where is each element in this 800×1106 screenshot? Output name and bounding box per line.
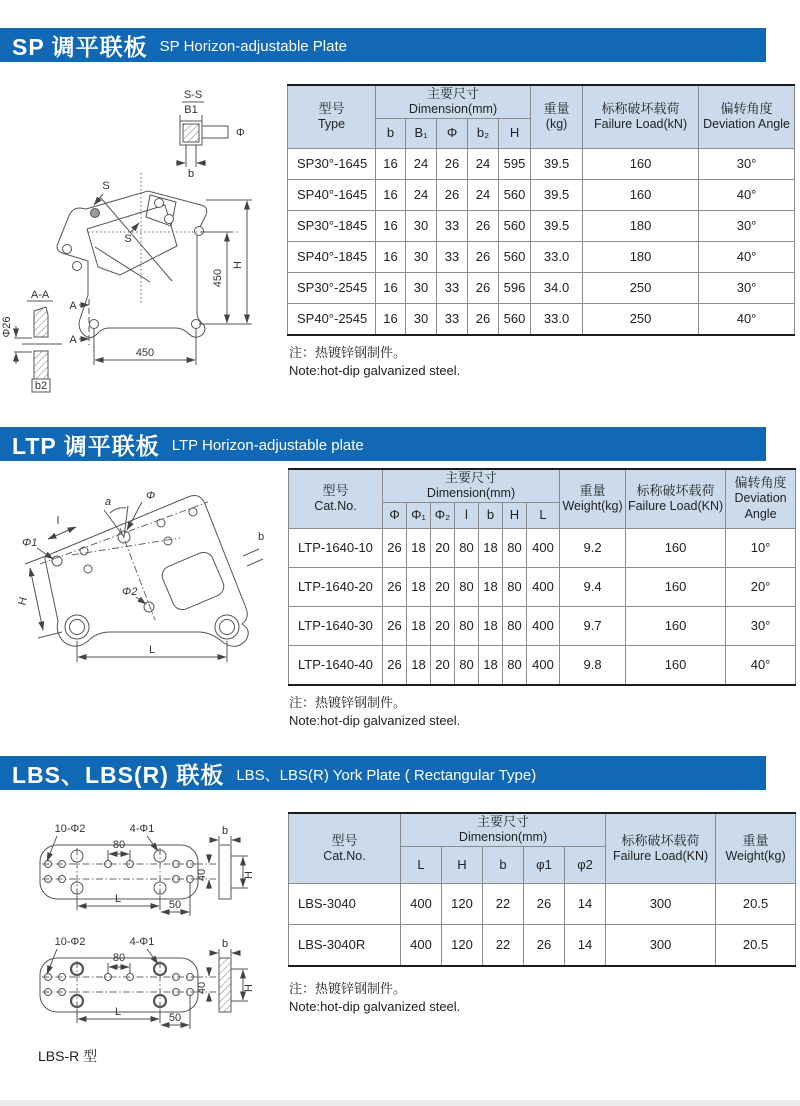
column-header-phi2: φ2 <box>565 846 606 883</box>
column-header-dimension: 主要尺寸 Dimension(mm) <box>401 813 606 846</box>
table-row <box>289 883 796 924</box>
table-cell: 18 <box>479 567 503 606</box>
table-cell: 250 <box>583 303 699 335</box>
column-header-failure-load: 标称破坏载荷 Failure Load(KN) <box>626 469 726 528</box>
ltp-label-a: a <box>104 496 112 508</box>
column-header-b: b <box>479 502 503 528</box>
column-header-type: 型号 Type <box>288 85 376 148</box>
table-cell: LTP-1640-10 <box>289 528 383 567</box>
table-cell: 16 <box>376 241 406 272</box>
column-header-phi: Φ <box>437 118 468 148</box>
column-header-l: L <box>401 846 442 883</box>
column-header-deviation-angle: 偏转角度 Deviation Angle <box>726 469 796 528</box>
table-cell: 18 <box>407 567 431 606</box>
table-cell: 33 <box>437 272 468 303</box>
lbs-note <box>289 980 460 1016</box>
sp-dim-h: H <box>232 261 244 269</box>
page-bottom-rule <box>0 1100 800 1106</box>
ltp-note-zh: 注：热镀锌钢制件。 <box>289 695 407 710</box>
table-cell: 26 <box>383 528 407 567</box>
ltp-note <box>289 694 460 730</box>
column-header-l-small: l <box>455 502 479 528</box>
table-cell: 80 <box>503 645 527 685</box>
sp-section-header <box>0 28 766 62</box>
sp-note-zh: 注：热镀锌钢制件。 <box>289 345 407 360</box>
table-row <box>288 210 795 241</box>
table-cell: 80 <box>455 528 479 567</box>
table-cell: 20 <box>431 528 455 567</box>
table-cell: 300 <box>606 924 716 966</box>
lbs-r-label-holes2: 10-Φ2 <box>54 936 86 948</box>
table-cell: 300 <box>606 883 716 924</box>
table-cell: 400 <box>401 883 442 924</box>
table-cell: 40° <box>699 241 795 272</box>
table-cell: 20 <box>431 645 455 685</box>
table-cell: 40° <box>699 179 795 210</box>
sp-label-s1: S <box>102 180 110 192</box>
table-cell: 160 <box>626 528 726 567</box>
sp-label-a2: A <box>69 334 77 346</box>
column-header-phi1: φ1 <box>524 846 565 883</box>
table-cell: 160 <box>626 645 726 685</box>
table-cell: 120 <box>442 883 483 924</box>
sp-label-s2: S <box>124 233 132 245</box>
table-cell: 26 <box>468 210 499 241</box>
column-header-type: 型号 Cat.No. <box>289 469 383 528</box>
lbs-r-dim-l: L <box>114 1006 122 1018</box>
table-cell: 33.0 <box>531 303 583 335</box>
table-cell: SP40°-1645 <box>288 179 376 210</box>
table-cell: 400 <box>401 924 442 966</box>
lbs-note-zh: 注：热镀锌钢制件。 <box>289 981 407 996</box>
sp-technical-drawing <box>0 75 280 395</box>
lbs-technical-drawing <box>0 790 290 1040</box>
table-cell: 30° <box>699 272 795 303</box>
lbs-label-holes2: 10-Φ2 <box>54 823 86 835</box>
table-cell: SP40°-1845 <box>288 241 376 272</box>
lbs-dim-80: 80 <box>112 839 126 851</box>
table-cell: 20° <box>726 567 796 606</box>
table-cell: 120 <box>442 924 483 966</box>
ltp-label-l: l <box>56 515 60 527</box>
lbs-label-holes1: 4-Φ1 <box>129 823 155 835</box>
table-cell: LTP-1640-30 <box>289 606 383 645</box>
ltp-title-zh: LTP 调平联板 <box>12 432 160 459</box>
table-cell: 80 <box>455 606 479 645</box>
table-cell: 400 <box>527 567 560 606</box>
ltp-dim-h: H <box>16 595 30 607</box>
table-cell: SP40°-2545 <box>288 303 376 335</box>
column-header-phi: Φ <box>383 502 407 528</box>
lbs-r-caption: LBS-R 型 <box>38 1048 98 1064</box>
column-header-dimension: 主要尺寸 Dimension(mm) <box>383 469 560 502</box>
table-cell: 26 <box>468 272 499 303</box>
table-cell: 16 <box>376 210 406 241</box>
lbs-section-header <box>0 756 766 790</box>
table-cell: 24 <box>468 148 499 179</box>
table-cell: 80 <box>455 567 479 606</box>
table-cell: 18 <box>407 606 431 645</box>
table-cell: 26 <box>437 179 468 210</box>
column-header-b: b <box>376 118 406 148</box>
table-cell: LBS-3040 <box>289 883 401 924</box>
column-header-phi2: Φ₂ <box>431 502 455 528</box>
table-row <box>288 241 795 272</box>
table-cell: 180 <box>583 210 699 241</box>
column-header-deviation-angle: 偏转角度 Deviation Angle <box>699 85 795 148</box>
sp-label-a1: A <box>69 300 77 312</box>
table-cell: LBS-3040R <box>289 924 401 966</box>
lbs-r-dim-40: 40 <box>196 981 208 995</box>
lbs-title-en: LBS、LBS(R) York Plate ( Rectangular Type) <box>236 767 537 784</box>
table-row <box>288 303 795 335</box>
table-row <box>288 148 795 179</box>
table-cell: 16 <box>376 303 406 335</box>
lbs-r-dim-50: 50 <box>168 1012 182 1024</box>
lbs-r-dim-80: 80 <box>112 952 126 964</box>
ltp-technical-drawing <box>0 460 290 700</box>
table-cell: 9.7 <box>560 606 626 645</box>
table-row <box>288 272 795 303</box>
column-header-type: 型号 Cat.No. <box>289 813 401 883</box>
column-header-h: H <box>503 502 527 528</box>
table-cell: 30 <box>406 272 437 303</box>
table-cell: 180 <box>583 241 699 272</box>
sp-label-phi26: Φ26 <box>1 316 13 338</box>
column-header-h: H <box>442 846 483 883</box>
table-row <box>289 924 796 966</box>
table-cell: 26 <box>383 645 407 685</box>
table-cell: LTP-1640-20 <box>289 567 383 606</box>
sp-title-en: SP Horizon-adjustable Plate <box>159 38 347 55</box>
sp-label-ss: S-S <box>183 89 203 101</box>
lbs-dim-40: 40 <box>196 868 208 882</box>
table-row <box>288 179 795 210</box>
table-cell: 20 <box>431 567 455 606</box>
column-header-b2: b₂ <box>468 118 499 148</box>
table-cell: 560 <box>499 303 531 335</box>
table-cell: 16 <box>376 148 406 179</box>
ltp-section-header <box>0 427 766 461</box>
table-cell: 400 <box>527 645 560 685</box>
table-cell: 26 <box>524 883 565 924</box>
table-cell: SP30°-2545 <box>288 272 376 303</box>
table-cell: SP30°-1845 <box>288 210 376 241</box>
table-cell: 18 <box>479 606 503 645</box>
table-cell: 39.5 <box>531 210 583 241</box>
ltp-label-phi: Φ <box>146 490 156 502</box>
table-cell: 160 <box>583 179 699 210</box>
column-header-dimension: 主要尺寸 Dimension(mm) <box>376 85 531 118</box>
table-cell: 24 <box>406 179 437 210</box>
lbs-dim-l: L <box>114 893 122 905</box>
table-cell: 80 <box>503 606 527 645</box>
ltp-title-en: LTP Horizon-adjustable plate <box>171 437 364 454</box>
lbs-title-zh: LBS、LBS(R) 联板 <box>12 761 225 788</box>
lbs-spec-table <box>288 812 796 967</box>
table-cell: LTP-1640-40 <box>289 645 383 685</box>
table-cell: 26 <box>468 303 499 335</box>
table-cell: 33.0 <box>531 241 583 272</box>
column-header-failure-load: 标称破坏载荷 Failure Load(kN) <box>583 85 699 148</box>
lbs-r-dim-h: H <box>243 984 255 992</box>
table-cell: 80 <box>455 645 479 685</box>
table-cell: 30° <box>699 148 795 179</box>
table-row <box>289 645 796 685</box>
sp-title-zh: SP 调平联板 <box>12 33 148 60</box>
table-cell: 160 <box>626 606 726 645</box>
table-cell: 20.5 <box>716 924 796 966</box>
column-header-l: L <box>527 502 560 528</box>
sp-label-aa: A-A <box>30 289 50 301</box>
table-cell: 33 <box>437 241 468 272</box>
table-cell: 160 <box>626 567 726 606</box>
table-cell: 9.8 <box>560 645 626 685</box>
table-cell: 9.4 <box>560 567 626 606</box>
table-cell: 595 <box>499 148 531 179</box>
table-cell: 250 <box>583 272 699 303</box>
table-cell: 10° <box>726 528 796 567</box>
sp-label-b2: b2 <box>34 380 48 392</box>
table-cell: 30° <box>699 210 795 241</box>
sp-spec-table <box>287 84 795 336</box>
sp-dim-450-vertical: 450 <box>212 268 224 288</box>
table-cell: SP30°-1645 <box>288 148 376 179</box>
lbs-dim-b: b <box>221 825 229 837</box>
table-cell: 30° <box>726 606 796 645</box>
table-row <box>289 606 796 645</box>
table-cell: 560 <box>499 241 531 272</box>
table-cell: 40° <box>699 303 795 335</box>
table-cell: 20 <box>431 606 455 645</box>
table-cell: 34.0 <box>531 272 583 303</box>
ltp-label-phi2: Φ2 <box>122 586 138 598</box>
table-cell: 560 <box>499 210 531 241</box>
table-cell: 400 <box>527 606 560 645</box>
table-cell: 33 <box>437 303 468 335</box>
table-cell: 24 <box>406 148 437 179</box>
sp-dim-450-horizontal: 450 <box>135 347 155 359</box>
column-header-weight: 重量 Weight(kg) <box>560 469 626 528</box>
table-cell: 24 <box>468 179 499 210</box>
table-cell: 596 <box>499 272 531 303</box>
sp-note-en: Note:hot-dip galvanized steel. <box>289 363 461 379</box>
table-row <box>289 567 796 606</box>
ltp-label-b: b <box>258 531 265 543</box>
table-cell: 16 <box>376 272 406 303</box>
ltp-note-en: Note:hot-dip galvanized steel. <box>289 713 461 729</box>
table-cell: 16 <box>376 179 406 210</box>
table-cell: 14 <box>565 924 606 966</box>
table-cell: 18 <box>407 528 431 567</box>
table-cell: 9.2 <box>560 528 626 567</box>
table-cell: 39.5 <box>531 148 583 179</box>
ltp-label-phi1: Φ1 <box>22 537 38 549</box>
table-cell: 80 <box>503 567 527 606</box>
table-cell: 18 <box>479 528 503 567</box>
table-cell: 30 <box>406 241 437 272</box>
table-cell: 22 <box>483 924 524 966</box>
sp-label-phi: Φ <box>236 127 245 139</box>
table-cell: 560 <box>499 179 531 210</box>
table-cell: 18 <box>407 645 431 685</box>
ltp-spec-table <box>288 468 796 686</box>
column-header-b1: B₁ <box>406 118 437 148</box>
column-header-weight: 重量 (kg) <box>531 85 583 148</box>
lbs-r-label-holes1: 4-Φ1 <box>129 936 155 948</box>
table-cell: 33 <box>437 210 468 241</box>
column-header-phi1: Φ₁ <box>407 502 431 528</box>
table-cell: 30 <box>406 303 437 335</box>
table-cell: 26 <box>383 567 407 606</box>
column-header-failure-load: 标称破坏载荷 Failure Load(KN) <box>606 813 716 883</box>
table-cell: 80 <box>503 528 527 567</box>
lbs-dim-h: H <box>243 871 255 879</box>
table-cell: 39.5 <box>531 179 583 210</box>
table-cell: 14 <box>565 883 606 924</box>
table-cell: 18 <box>479 645 503 685</box>
table-cell: 40° <box>726 645 796 685</box>
table-cell: 22 <box>483 883 524 924</box>
table-cell: 20.5 <box>716 883 796 924</box>
table-row <box>289 528 796 567</box>
table-cell: 400 <box>527 528 560 567</box>
table-cell: 26 <box>437 148 468 179</box>
lbs-r-dim-b: b <box>221 938 229 950</box>
column-header-h: H <box>499 118 531 148</box>
table-cell: 30 <box>406 210 437 241</box>
column-header-weight: 重量 Weight(kg) <box>716 813 796 883</box>
lbs-dim-50: 50 <box>168 899 182 911</box>
table-cell: 26 <box>468 241 499 272</box>
sp-label-b: b <box>187 168 195 180</box>
table-cell: 26 <box>383 606 407 645</box>
sp-note <box>289 344 460 380</box>
table-cell: 26 <box>524 924 565 966</box>
sp-label-b1: B1 <box>184 104 198 116</box>
table-cell: 160 <box>583 148 699 179</box>
ltp-dim-l: L <box>148 644 156 656</box>
column-header-b: b <box>483 846 524 883</box>
lbs-note-en: Note:hot-dip galvanized steel. <box>289 999 461 1015</box>
